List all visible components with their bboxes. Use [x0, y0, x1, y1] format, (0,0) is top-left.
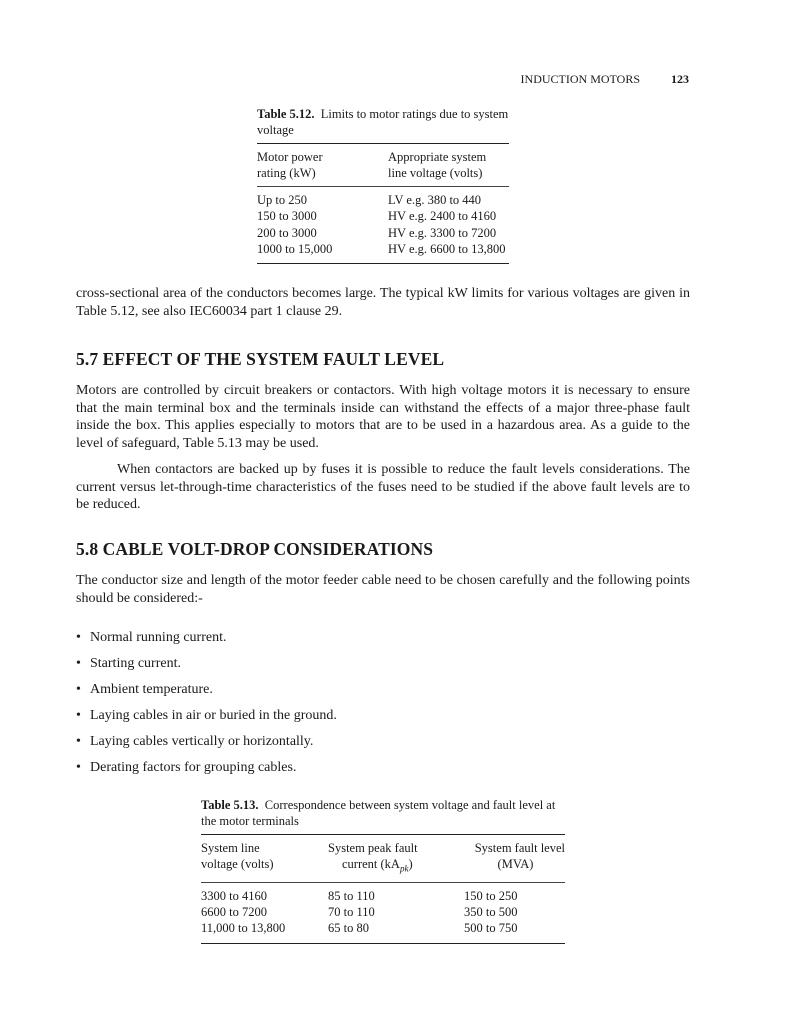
table-header-row: [257, 165, 509, 187]
table-cell: 70 to 110: [328, 904, 375, 919]
column-header: Appropriate system: [388, 149, 487, 164]
list-item: [76, 655, 337, 681]
section-5-8-heading: 5.8 CABLE VOLT-DROP CONSIDERATIONS: [76, 539, 434, 559]
bullet-icon: •: [76, 656, 81, 671]
list-item-text: Normal running current.: [90, 630, 227, 645]
table-caption: [201, 797, 565, 830]
table-cell: HV e.g. 2400 to 4160: [388, 209, 497, 224]
table-5-12-grid: [257, 143, 509, 265]
column-header: System line: [201, 840, 260, 855]
table-header-row: [257, 143, 509, 165]
table-row: [201, 920, 565, 943]
section-5-8-paragraph-1: The conductor size and length of the motor feeder cable need to be chosen carefully and the following points should be considered:-: [76, 573, 690, 606]
list-item-text: Ambient temperature.: [90, 682, 213, 697]
table-cell: 6600 to 7200: [201, 904, 267, 919]
column-header: [328, 856, 454, 882]
column-header: rating (kW): [257, 165, 316, 180]
intro-paragraph: cross-sectional area of the conductors becomes large. The typical kW limits for various voltages are given in Table 5.12, see also IEC60034 part 1 clause 29.: [76, 286, 690, 319]
table-label: Table 5.13.: [201, 798, 259, 812]
section-5-7-paragraph-2: When contactors are backed up by fuses it is possible to reduce the fault levels considerations. The current versus let-through-time characteristics of the fuses need to be studied if the above fault levels are to be reduced.: [76, 462, 690, 513]
table-cell: 65 to 80: [328, 921, 369, 936]
section-5-7-heading: 5.7 EFFECT OF THE SYSTEM FAULT LEVEL: [76, 349, 445, 369]
list-item: [76, 707, 337, 733]
table-header-row: [201, 834, 565, 856]
list-item: [76, 759, 337, 785]
column-header: System fault level: [474, 840, 565, 855]
table-cell: 500 to 750: [464, 921, 518, 936]
list-item-text: Laying cables in air or buried in the ground.: [90, 708, 337, 723]
column-header: (MVA): [497, 856, 534, 871]
table-cell: 150 to 3000: [257, 209, 317, 224]
table-row: [257, 225, 509, 241]
table-label: Table 5.12.: [257, 107, 315, 121]
table-cell: 85 to 110: [328, 888, 375, 903]
table-5-12: [257, 106, 509, 264]
bullet-icon: •: [76, 708, 81, 723]
bullet-icon: •: [76, 682, 81, 697]
bullet-icon: •: [76, 630, 81, 645]
bullet-icon: •: [76, 760, 81, 775]
list-item: [76, 733, 337, 759]
list-item: [76, 681, 337, 707]
bullet-icon: •: [76, 734, 81, 749]
list-item-text: Derating factors for grouping cables.: [90, 760, 297, 775]
page-number: 123: [671, 72, 689, 86]
table-5-13: [201, 797, 565, 944]
running-header: [0, 72, 786, 88]
list-item-text: Laying cables vertically or horizontally.: [90, 734, 314, 749]
peak-current-label: current (kA: [342, 856, 400, 871]
table-row: [201, 882, 565, 904]
table-row: [257, 187, 509, 209]
table-cell: HV e.g. 3300 to 7200: [388, 225, 497, 240]
table-cell: 11,000 to 13,800: [201, 921, 286, 936]
list-item: [76, 629, 337, 655]
table-5-13-grid: [201, 834, 565, 944]
table-cell: 3300 to 4160: [201, 888, 267, 903]
table-row: [257, 208, 509, 224]
column-header: System peak fault: [328, 840, 418, 855]
table-caption-text: Correspondence between system voltage and fault level at the motor terminals: [201, 798, 556, 829]
table-header-row: [201, 856, 565, 882]
table-cell: HV e.g. 6600 to 13,800: [388, 242, 506, 257]
table-caption: [257, 106, 509, 139]
column-header: line voltage (volts): [388, 165, 483, 180]
consideration-list: [76, 629, 337, 785]
table-row: [257, 241, 509, 264]
table-caption-text: Limits to motor ratings due to system voltage: [257, 107, 509, 138]
table-cell: 200 to 3000: [257, 225, 317, 240]
peak-subscript: pk: [399, 863, 409, 874]
table-cell: LV e.g. 380 to 440: [388, 193, 482, 208]
section-5-7-paragraph-1: Motors are controlled by circuit breakers or contactors. With high voltage motors it is necessary to ensure that the main terminal box and the terminals inside can withstand the effects of a major three-phase fault inside the box. This applies especially to motors that are to be used in a hazardous area. As a guide to the level of safeguard, Table 5.13 may be used.: [76, 383, 690, 451]
peak-current-close: ): [408, 856, 413, 871]
table-cell: Up to 250: [257, 193, 307, 208]
header-section-title: INDUCTION MOTORS: [520, 72, 640, 86]
table-cell: 350 to 500: [464, 904, 518, 919]
column-header: voltage (volts): [201, 856, 274, 871]
table-row: [201, 904, 565, 920]
list-item-text: Starting current.: [90, 656, 181, 671]
table-cell: 150 to 250: [464, 888, 518, 903]
column-header: Motor power: [257, 149, 323, 164]
table-cell: 1000 to 15,000: [257, 242, 333, 257]
